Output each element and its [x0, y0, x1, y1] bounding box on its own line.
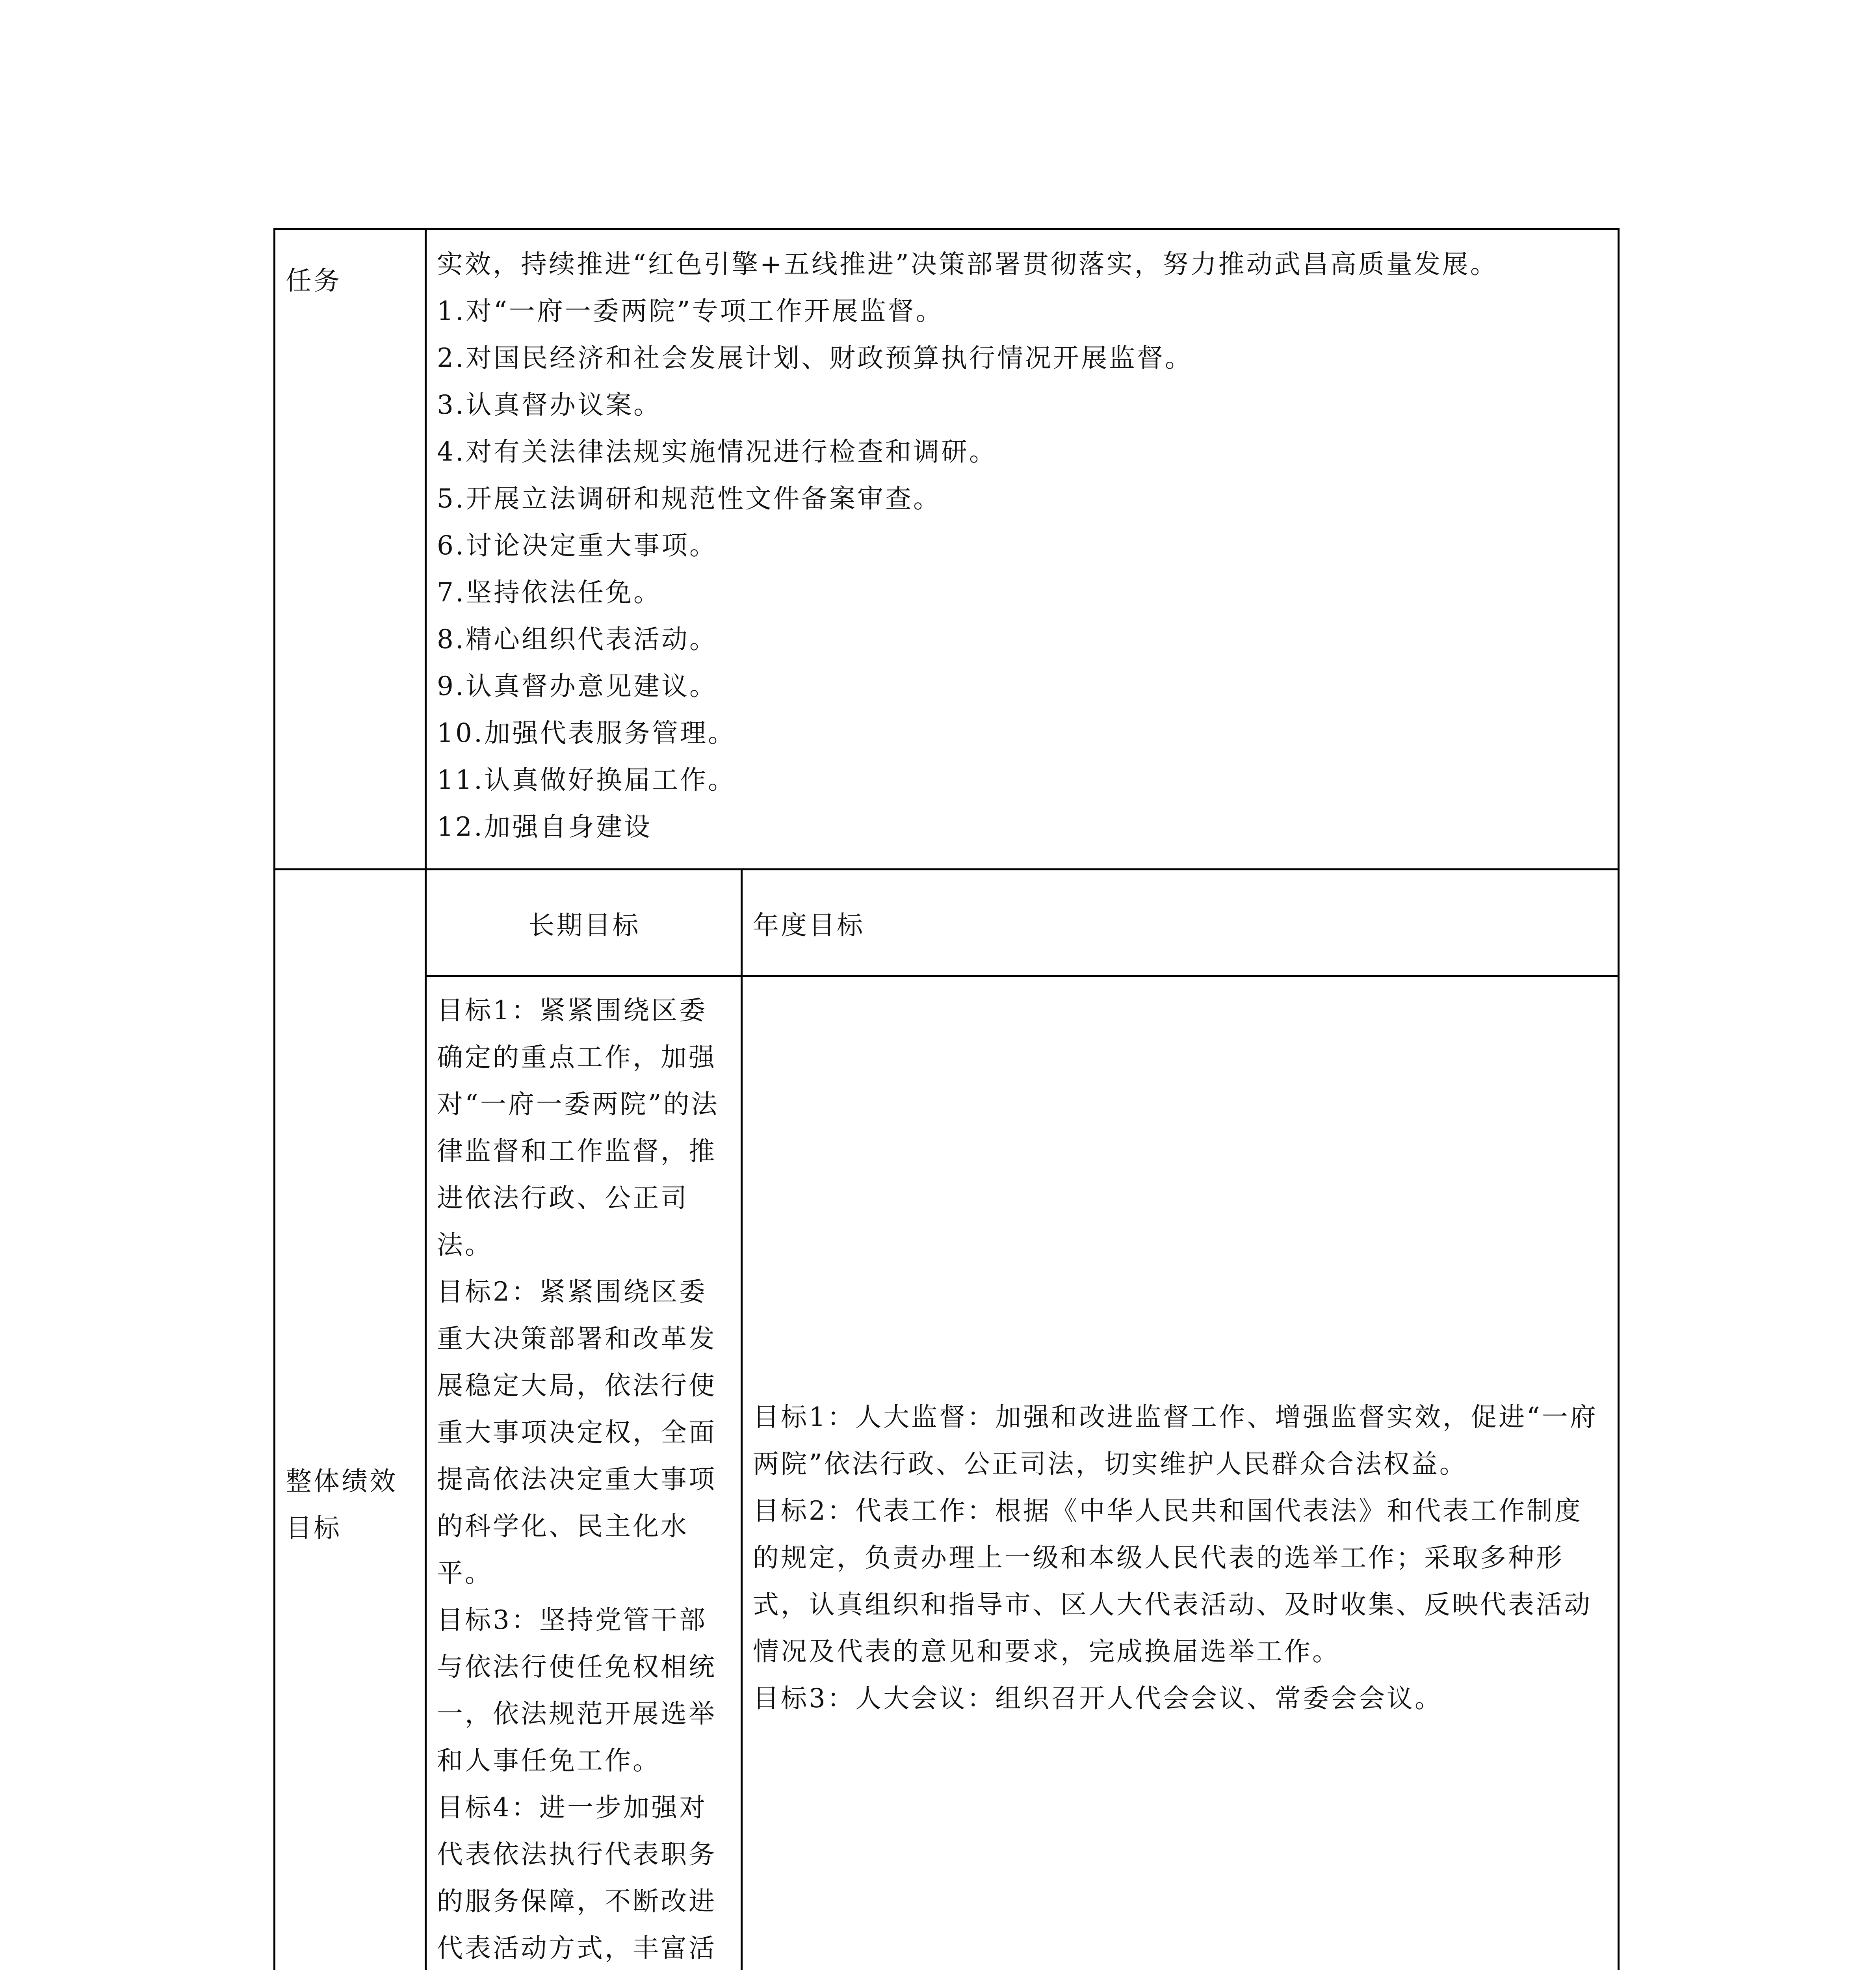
long-term-goal: 目标1：紧紧围绕区委确定的重点工作，加强对“一府一委两院”的法律监督和工作监督，推进依法行政、公正司法。: [437, 995, 719, 1260]
task-line: 4.对有关法律法规实施情况进行检查和调研。: [437, 437, 997, 467]
task-line: 8.精心组织代表活动。: [437, 624, 717, 654]
task-label-cell: [275, 229, 426, 870]
overall-label: 整体绩效目标: [286, 1466, 397, 1543]
annual-goals: [743, 1385, 1618, 1725]
task-line: 2.对国民经济和社会发展计划、财政预算执行情况开展监督。: [437, 343, 1193, 373]
long-term-header-cell: [426, 870, 742, 976]
task-line: 10.加强代表服务管理。: [437, 718, 736, 748]
annual-header-cell: [742, 870, 1619, 976]
long-term-goal: 目标2：紧紧围绕区委重大决策部署和改革发展稳定大局，依法行使重大事项决定权，全面提高依法决定重大事项的科学化、民主化水平。: [437, 1277, 717, 1588]
task-line: 5.开展立法调研和规范性文件备案审查。: [437, 483, 941, 514]
task-line: 实效，持续推进“红色引擎+五线推进”决策部署贯彻落实，努力推动武昌高质量发展。: [437, 249, 1498, 279]
long-term-goals-cell: [426, 976, 742, 1970]
annual-goal: 目标3：人大会议：组织召开人代会会议、常委会会议。: [753, 1683, 1443, 1714]
task-line: 7.坚持依法任免。: [437, 577, 661, 608]
annual-goals-cell: [742, 976, 1619, 1970]
task-line: 3.认真督办议案。: [437, 390, 661, 420]
overall-content-row: [275, 976, 1619, 1970]
long-term-goals: [427, 977, 741, 1970]
annual-goal: 目标2：代表工作：根据《中华人民共和国代表法》和代表工作制度的规定，负责办理上一级和本级人民代表的选举工作；采取多种形式，认真组织和指导市、区人大代表活动、及时收集、反映代表活动情况及代表的意见和要求，完成换届选举工作。: [753, 1496, 1592, 1667]
task-row: [275, 229, 1619, 870]
long-term-goal: 目标4：进一步加强对代表依法执行代表职务的服务保障，不断改进代表活动方式，丰富活: [437, 1792, 717, 1963]
annual-goal: 目标1：人大监督：加强和改进监督工作、增强监督实效，促进“一府两院”依法行政、公正司法，切实维护人民群众合法权益。: [753, 1402, 1598, 1479]
overall-header-row: [275, 870, 1619, 976]
performance-table: [273, 228, 1620, 1970]
task-line: 9.认真督办意见建议。: [437, 671, 717, 701]
task-line: 11.认真做好换届工作。: [437, 765, 736, 795]
task-label: 任务: [286, 266, 342, 296]
long-term-header: 长期目标: [528, 910, 641, 940]
task-line: 1.对“一府一委两院”专项工作开展监督。: [437, 296, 944, 326]
task-list: [427, 230, 1618, 853]
task-content-cell: [426, 229, 1619, 870]
task-line: 12.加强自身建设: [437, 812, 652, 842]
long-term-goal: 目标3：坚持党管干部与依法行使任免权相统一，依法规范开展选举和人事任免工作。: [437, 1605, 717, 1776]
overall-label-cell: [275, 870, 426, 1970]
task-line: 6.讨论决定重大事项。: [437, 530, 717, 561]
annual-header: 年度目标: [753, 910, 865, 940]
